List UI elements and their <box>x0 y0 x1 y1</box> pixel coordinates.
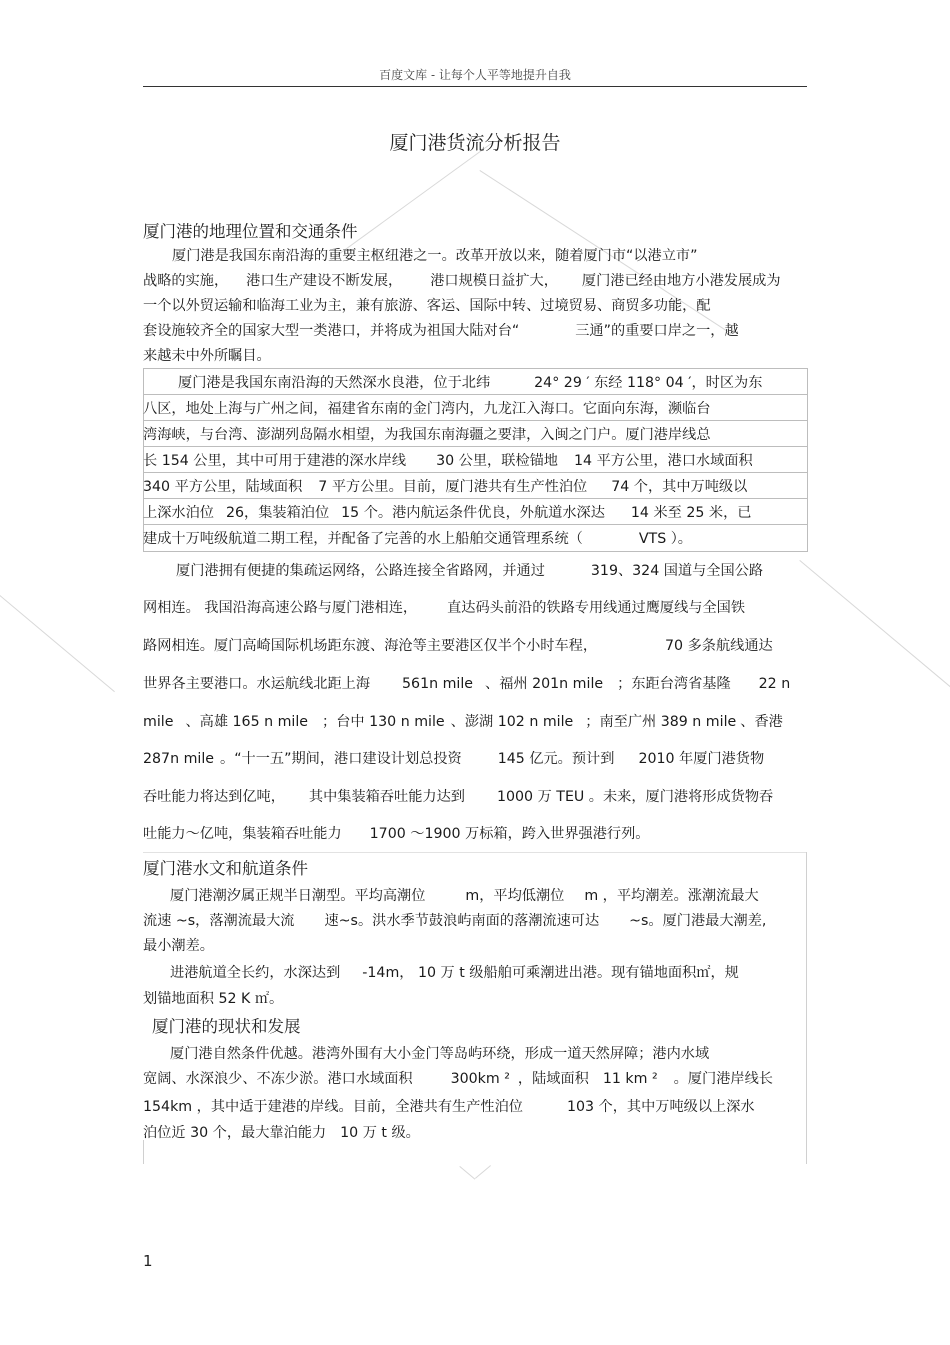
text-line: 路网相连。厦门高崎国际机场距东渡、海沧等主要港区仅半个小时车程， 70 多条航线通达 <box>143 638 773 654</box>
page-number: 1 <box>143 1252 153 1270</box>
text-line: 厦门港是我国东南沿海的重要主枢纽港之一。改革开放以来，随着厦门市“以港立市” <box>172 248 698 264</box>
text-line: 进港航道全长约，水深达到 -14m， 10 万 t 级船舶可乘潮进出港。现有锚地面积㎡，规 <box>170 965 739 981</box>
row-divider <box>143 472 807 473</box>
text-line: 154km ，其中适于建港的岸线。目前，全港共有生产性泊位 103 个，其中万吨级以上深水 <box>143 1099 755 1115</box>
text-line: 战略的实施， 港口生产建设不断发展， 港口规模日益扩大， 厦门港已经由地方小港发展成为 <box>143 273 781 289</box>
watermark-line <box>330 142 492 260</box>
row-divider <box>143 420 807 421</box>
text-line: 宽阔、水深浪少、不冻少淤。港口水域面积 300km ² ，陆域面积 11 km ² 。厦门港岸线长 <box>143 1071 773 1087</box>
row-divider <box>143 446 807 447</box>
header-rule <box>143 86 807 87</box>
text-line: 八区，地处上海与广州之间，福建省东南的金门湾内，九龙江入海口。它面向东海，濒临台 <box>143 401 711 417</box>
frame-line <box>143 852 807 853</box>
frame-line <box>143 1140 144 1164</box>
text-line: 网相连。 我国沿海高速公路与厦门港相连， 直达码头前沿的铁路专用线通过鹰厦线与全国铁 <box>143 600 746 616</box>
row-divider <box>143 498 807 499</box>
text-line: 建成十万吨级航道二期工程，并配备了完善的水上船舶交通管理系统（ VTS ）。 <box>143 531 692 547</box>
row-divider <box>143 524 807 525</box>
text-line: 泊位近 30 个，最大靠泊能力 10 万 t 级。 <box>143 1125 420 1141</box>
watermark-line <box>459 1166 475 1180</box>
text-line: 长 154 公里，其中可用于建港的深水岸线 30 公里，联检锚地 14 平方公里，港口水域面积 <box>143 453 753 469</box>
text-line: 厦门港是我国东南沿海的天然深水良港，位于北纬 24° 29 ′ 东经 118° 04 ′，时区为东 <box>178 375 763 391</box>
page-header: 百度文库 - 让每个人平等地提升自我 <box>379 68 571 82</box>
text-line: 340 平方公里，陆域面积 7 平方公里。目前，厦门港共有生产性泊位 74 个，其中万吨级以 <box>143 479 748 495</box>
text-line: 划锚地面积 52 K ㎡。 <box>143 991 284 1007</box>
frame-line <box>806 852 807 1164</box>
section-heading: 厦门港水文和航道条件 <box>143 859 308 878</box>
text-line: 套设施较齐全的国家大型一类港口，并将成为祖国大陆对台“ 三通”的重要口岸之一，越 <box>143 323 739 339</box>
watermark-line <box>475 1165 491 1179</box>
text-line: 厦门港自然条件优越。港湾外围有大小金门等岛屿环绕，形成一道天然屏障；港内水域 <box>170 1046 710 1062</box>
section-heading: 厦门港的地理位置和交通条件 <box>143 222 358 241</box>
text-line: 吞吐能力将达到亿吨， 其中集装箱吞吐能力达到 1000 万 TEU 。未来，厦门港将形成货物吞 <box>143 789 774 805</box>
text-line: 厦门港潮汐属正规半日潮型。平均高潮位 m，平均低潮位 m ，平均潮差。涨潮流最大 <box>170 888 759 904</box>
text-line: 流速 ~s，落潮流最大流 速~s。洪水季节鼓浪屿南面的落潮流速可达 ~s。厦门港最大潮差, <box>143 913 767 929</box>
text-line: mile 、高雄 165 n mile ；台中 130 n mile 、澎湖 102 n mile ；南至广州 389 n mile 、香港 <box>143 714 783 730</box>
text-line: 上深水泊位 26，集装箱泊位 15 个。港内航运条件优良，外航道水深达 14 米至 25 米，已 <box>143 505 752 521</box>
section-heading: 厦门港的现状和发展 <box>152 1017 301 1036</box>
text-line: 吐能力～亿吨，集装箱吞吐能力 1700 ～1900 万标箱，跨入世界强港行列。 <box>143 826 650 842</box>
text-line: 来越未中外所瞩目。 <box>143 348 271 364</box>
watermark-line <box>0 595 115 692</box>
text-line: 世界各主要港口。水运航线北距上海 561n mile 、福州 201n mile ；东距台湾省基隆 22 n <box>143 676 791 692</box>
text-line: 一个以外贸运输和临海工业为主，兼有旅游、客运、国际中转、过境贸易、商贸多功能，配 <box>143 298 711 314</box>
text-line: 湾海峡，与台湾、澎湖列岛隔水相望，为我国东南海疆之要津，入闽之门户。厦门港岸线总 <box>143 427 711 443</box>
text-line: 最小潮差。 <box>143 938 214 954</box>
text-line: 287n mile 。“十一五”期间，港口建设计划总投资 145 亿元。预计到 2010 年厦门港货物 <box>143 751 765 767</box>
row-divider <box>143 394 807 395</box>
document-title: 厦门港货流分析报告 <box>389 132 561 154</box>
text-line: 厦门港拥有便捷的集疏运网络，公路连接全省路网，并通过 319、324 国道与全国公路 <box>176 563 764 579</box>
watermark-line <box>799 560 950 689</box>
